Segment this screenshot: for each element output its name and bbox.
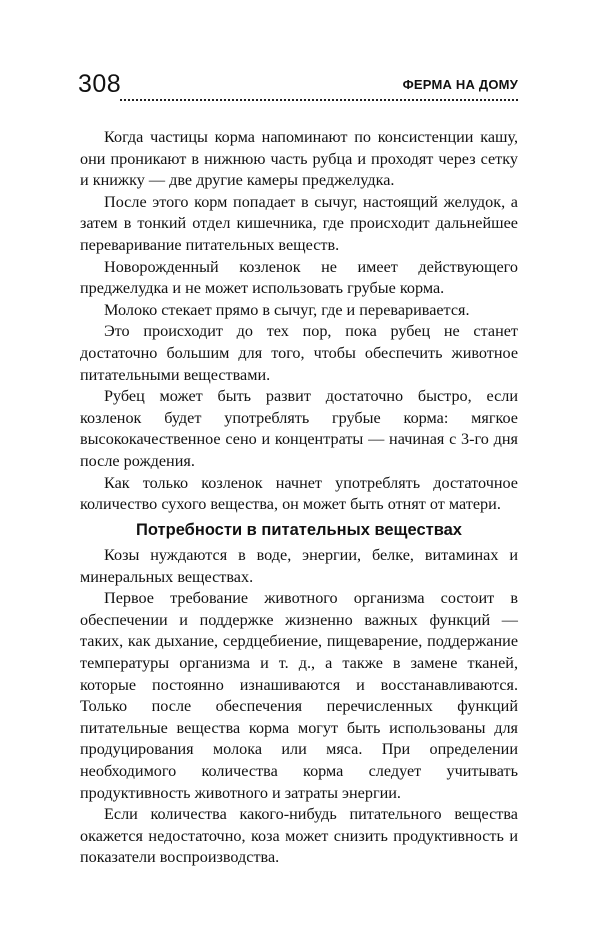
section-heading: Потребности в питательных веществах [136, 521, 462, 539]
paragraph: Когда частицы корма напоминают по консистенции кашу, они проникают в нижнюю часть рубца и проходят через сетку и книжку — две другие камеры преджелудка. [80, 128, 518, 190]
paragraph: Как только козленок начнет употреблять достаточное количество сухого вещества, он может быть отнят от матери. [80, 473, 518, 514]
body-text-top [80, 127, 518, 516]
paragraph: Это происходит до тех пор, пока рубец не станет достаточно большим для того, чтобы обеспечить животное питательными веществами. [80, 322, 518, 384]
body-text-bottom [80, 545, 518, 869]
paragraph: Первое требование животного организма состоит в обеспечении и поддержке жизненно важных функций — таких, как дыхание, сердцебиение, пищеварение, поддержание температуры организма и т. д., а также в замене тканей, которые постоянно изнашиваются и восстанавливаются. Только после обеспечения перечисленных функций питательные вещества корма могут быть использованы для продуцирования молока или мяса. При определении необходимого количества корма следует учитывать продуктивность животного и затраты энергии. [80, 589, 518, 802]
paragraph: Козы нуждаются в воде, энергии, белке, витаминах и минеральных веществах. [80, 546, 518, 586]
running-title: ФЕРМА НА ДОМУ [402, 77, 518, 92]
paragraph: Новорожденный козленок не имеет действующего преджелудка и не может использовать грубые корма. [80, 257, 518, 298]
paragraph: Рубец может быть развит достаточно быстро, если козленок будет употреблять грубые корма: мягкое высококачественное сено и концентраты — начиная с 3-го дня после рождения. [80, 387, 518, 470]
paragraph: Если количества какого-нибудь питательного вещества окажется недостаточно, коза может снизить продуктивность и показатели воспроизводства. [80, 805, 518, 867]
paragraph: После этого корм попадает в сычуг, настоящий желудок, а затем в тонкий отдел кишечника, где происходит дальнейшее переваривание питательных веществ. [80, 192, 518, 254]
header-dotted-rule [120, 99, 518, 101]
paragraph: Молоко стекает прямо в сычуг, где и переваривается. [104, 300, 470, 319]
page-number: 308 [78, 70, 122, 98]
